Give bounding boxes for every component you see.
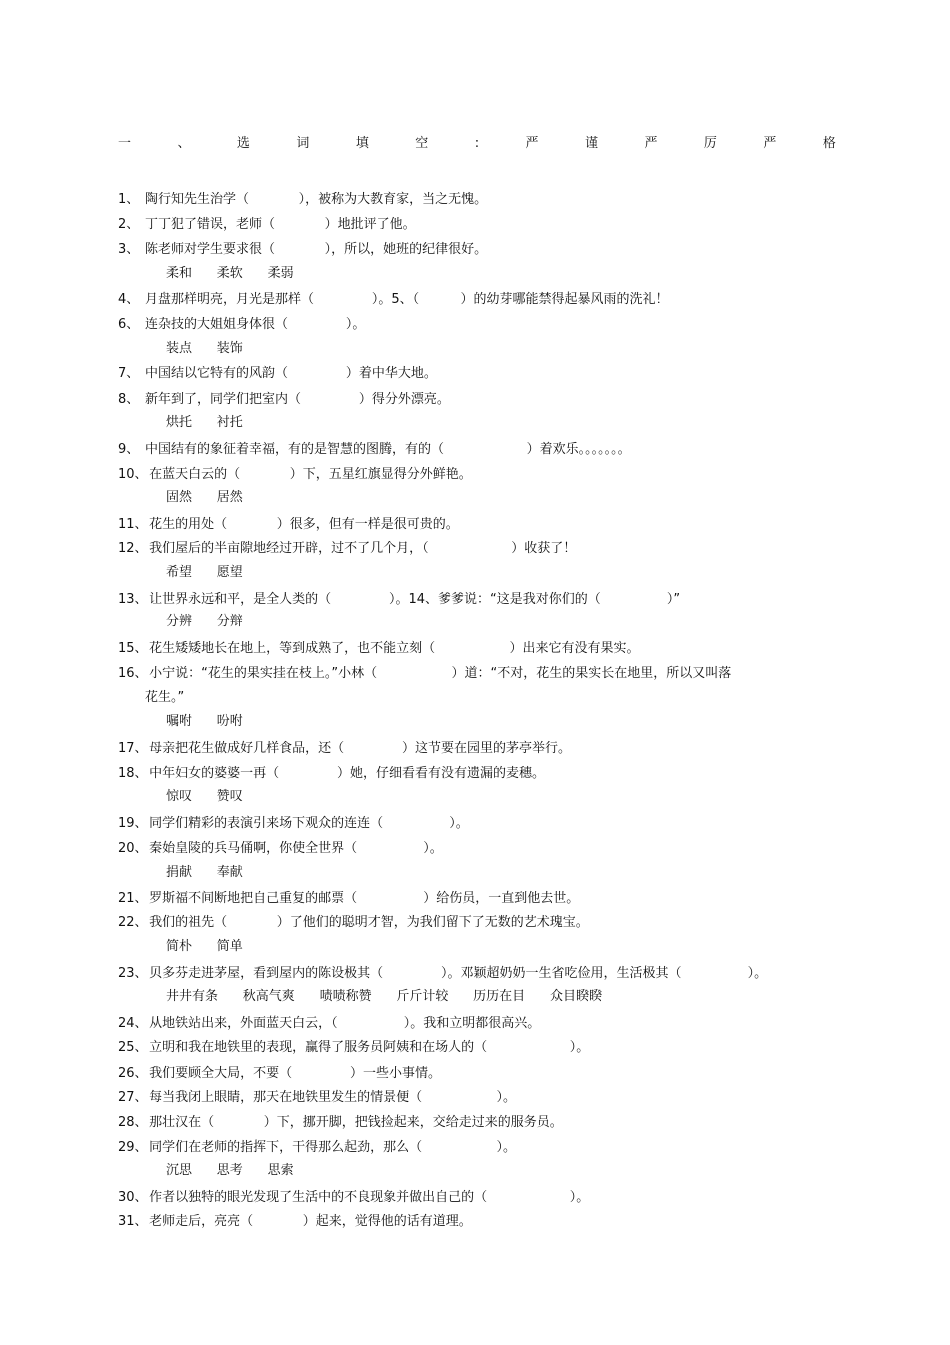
question-text: 陈老师对学生要求很（ ），所以，她班的纪律很好。	[145, 242, 488, 257]
question-number: 19、	[118, 816, 148, 831]
word-options: 嘱咐 吩咐	[166, 714, 243, 729]
question-number: 29、	[118, 1140, 148, 1155]
question-number: 8、	[118, 392, 140, 407]
word-options: 装点 装饰	[166, 341, 243, 356]
heading-char: 空	[415, 136, 429, 151]
question-number: 16、	[118, 666, 148, 681]
question-text: 罗斯福不间断地把自己重复的邮票（ ）给伤员，一直到他去世。	[145, 891, 580, 906]
question-text: 贝多芬走进茅屋，看到屋内的陈设极其（ ）。邓颖超奶奶一生省吃俭用，生活极其（ ）。	[145, 966, 768, 981]
question-text: 同学们在老师的指挥下，干得那么起劲，那么（ ）。	[145, 1140, 517, 1155]
question-number: 12、	[118, 541, 148, 556]
question-number: 6、	[118, 317, 140, 332]
question-number: 17、	[118, 741, 148, 756]
section-heading	[118, 137, 836, 150]
question-number: 30、	[118, 1190, 148, 1205]
question-number: 21、	[118, 891, 148, 906]
question-number: 11、	[118, 517, 148, 532]
heading-char: :	[474, 136, 480, 151]
heading-char: 厉	[703, 136, 717, 151]
word-options: 希望 愿望	[166, 565, 243, 580]
question-number: 24、	[118, 1016, 148, 1031]
question-text: 作者以独特的眼光发现了生活中的不良现象并做出自己的（ ）。	[145, 1190, 590, 1205]
question-text: 我们的祖先（ ）了他们的聪明才智，为我们留下了无数的艺术瑰宝。	[145, 915, 589, 930]
question-number: 9、	[118, 442, 140, 457]
question-text-continued: 花生。”	[145, 690, 185, 705]
question-number: 7、	[118, 366, 140, 381]
heading-char: 填	[355, 136, 369, 151]
word-options: 惊叹 赞叹	[166, 789, 243, 804]
word-options: 烘托 衬托	[166, 415, 243, 430]
heading-char: 谨	[585, 136, 599, 151]
question-text: 连杂技的大姐姐身体很（ ）。	[145, 317, 366, 332]
word-options: 分辨 分辩	[166, 614, 243, 629]
heading-char: 选	[236, 136, 250, 151]
heading-char: 一	[118, 136, 132, 151]
question-text: 小宁说：“花生的果实挂在枝上。”小林（ ）道：“不对，花生的果实长在地里，所以又叫落	[145, 666, 732, 681]
question-text: 同学们精彩的表演引来场下观众的连连（ ）。	[145, 816, 469, 831]
question-number: 20、	[118, 841, 148, 856]
question-number: 1、	[118, 192, 140, 207]
question-number: 23、	[118, 966, 148, 981]
word-options: 固然 居然	[166, 490, 243, 505]
question-text: 老师走后，亮亮（ ）起来，觉得他的话有道理。	[145, 1214, 472, 1229]
word-options: 捐献 奉献	[166, 865, 243, 880]
question-text: 丁丁犯了错误，老师（ ）地批评了他。	[145, 217, 416, 232]
question-text: 我们要顾全大局，不要（ ）一些小事情。	[145, 1066, 441, 1081]
word-options: 井井有条 秋高气爽 啧啧称赞 斤斤计较 历历在目 众目睽睽	[166, 989, 602, 1004]
question-text: 让世界永远和平，是全人类的（ ）。14、爹爹说：“这是我对你们的（ ）”	[145, 592, 681, 607]
question-text: 在蓝天白云的（ ）下，五星红旗显得分外鲜艳。	[145, 467, 472, 482]
question-number: 13、	[118, 592, 148, 607]
question-number: 4、	[118, 292, 140, 307]
question-number: 15、	[118, 641, 148, 656]
question-text: 花生的用处（ ）很多，但有一样是很可贵的。	[145, 517, 459, 532]
question-number: 27、	[118, 1090, 148, 1105]
heading-char: 严	[644, 136, 658, 151]
word-options: 简朴 简单	[166, 939, 243, 954]
question-number: 2、	[118, 217, 140, 232]
question-text: 秦始皇陵的兵马俑啊，你使全世界（ ）。	[145, 841, 443, 856]
question-number: 25、	[118, 1040, 148, 1055]
question-number: 10、	[118, 467, 148, 482]
question-text: 那壮汉在（ ）下，挪开脚，把钱捡起来，交给走过来的服务员。	[145, 1115, 563, 1130]
question-text: 中年妇女的婆婆一再（ ）她，仔细看看有没有遗漏的麦穗。	[145, 766, 545, 781]
heading-char: 严	[525, 136, 539, 151]
question-text: 立明和我在地铁里的表现，赢得了服务员阿姨和在场人的（ ）。	[145, 1040, 590, 1055]
question-number: 31、	[118, 1214, 148, 1229]
question-number: 3、	[118, 242, 140, 257]
word-options: 柔和 柔软 柔弱	[166, 266, 294, 281]
word-options: 沉思 思考 思索	[166, 1163, 294, 1178]
heading-char: 、	[177, 136, 191, 151]
question-text: 从地铁站出来，外面蓝天白云，（ ）。我和立明都很高兴。	[145, 1016, 541, 1031]
question-text: 中国结有的象征着幸福，有的是智慧的图腾，有的（ ）着欢乐。。。。。。。	[145, 442, 631, 457]
question-text: 我们屋后的半亩隙地经过开辟，过不了几个月，（ ）收获了！	[145, 541, 577, 556]
heading-char: 格	[822, 136, 836, 151]
question-text: 月盘那样明亮，月光是那样（ ）。5、（ ）的幼芽哪能禁得起暴风雨的洗礼！	[145, 292, 669, 307]
question-text: 新年到了，同学们把室内（ ）得分外漂亮。	[145, 392, 450, 407]
question-number: 28、	[118, 1115, 148, 1130]
question-text: 陶行知先生治学（ ），被称为大教育家，当之无愧。	[145, 192, 488, 207]
question-number: 18、	[118, 766, 148, 781]
question-text: 母亲把花生做成好几样食品，还（ ）这节要在园里的茅亭举行。	[145, 741, 571, 756]
heading-char: 词	[296, 136, 310, 151]
question-number: 22、	[118, 915, 148, 930]
question-number: 26、	[118, 1066, 148, 1081]
question-text: 中国结以它特有的风韵（ ）着中华大地。	[145, 366, 437, 381]
question-text: 每当我闭上眼睛，那天在地铁里发生的情景便（ ）。	[145, 1090, 517, 1105]
heading-char: 严	[763, 136, 777, 151]
question-text: 花生矮矮地长在地上，等到成熟了，也不能立刻（ ）出来它有没有果实。	[145, 641, 640, 656]
